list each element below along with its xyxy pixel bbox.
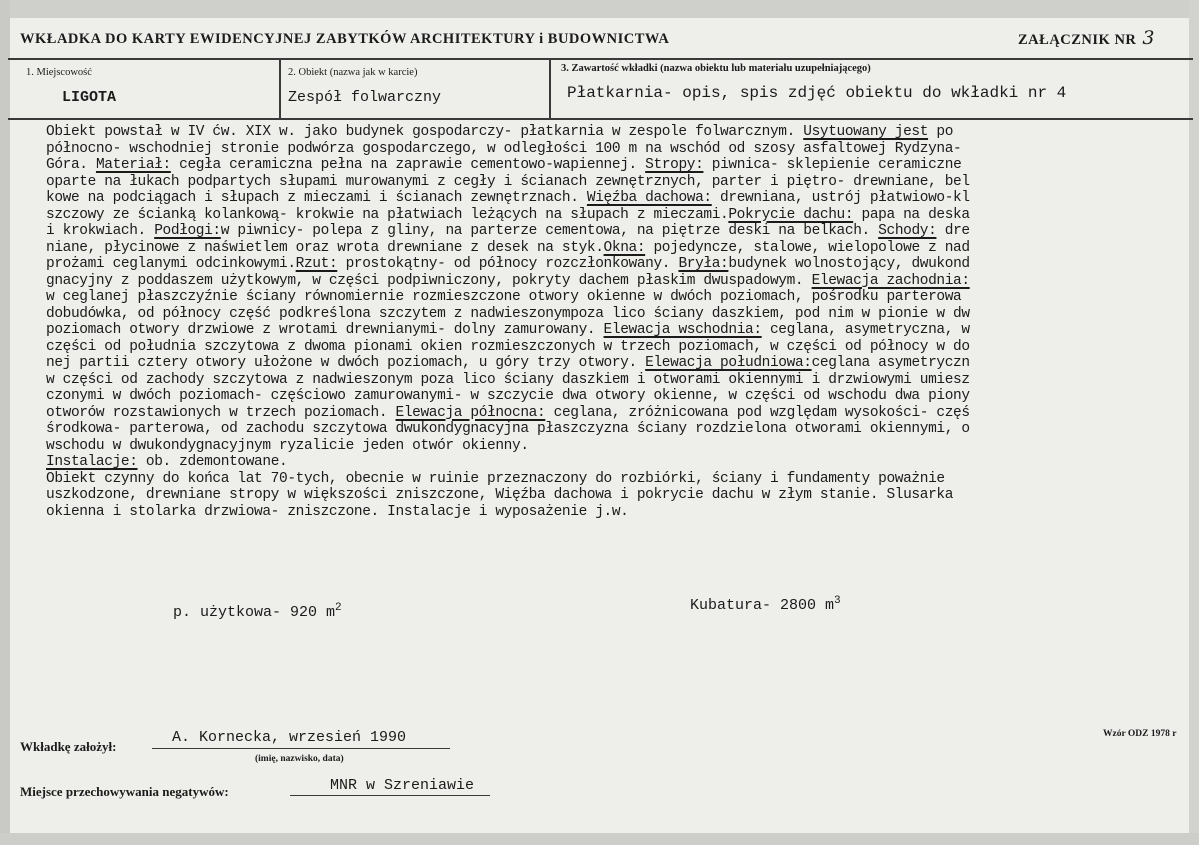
section-heading: Podłogi: [154,223,221,239]
text-line: ceglana, asymetryczna, w [761,322,970,338]
text-line: okienna i stolarka drzwiowa- zniszczone. Instalacje i wyposażenie j.w. [46,503,629,520]
author-label: Wkładkę założył: [20,739,117,754]
text-line: oparte na łukach podpartych słupami murowanymi z cegły i ścianach zewnętrznych, parter i piętro- drewniane, bel [46,173,970,190]
volume-text: Kubatura- 2800 m [690,597,835,614]
attachment-label: ZAŁĄCZNIK NR [1018,32,1137,48]
section-heading: Instalacje: [46,454,138,470]
locality-value: LIGOTA [62,89,117,106]
text-line: w piwnicy- polepa z gliny, na parterze cementowa, na piętrze deski na belkach. [220,223,879,239]
attachment-number-block [1018,27,1155,49]
text-line: piwnica- sklepienie ceramiczne [703,157,962,173]
content-label: 3. Zawartość wkładki (nazwa obiektu lub materiału uzupełniającego) [561,63,871,74]
text-line: budynek wolnostojący, dwukond [728,256,970,272]
text-line: szczowy ze ścianką kolankową- krokwie na płatwiach leżących na słupach z mieczami. [46,206,729,223]
volume-unit-exponent: 3 [834,595,841,607]
section-heading: Okna: [603,239,646,256]
section-heading: Elewacja wschodnia: [603,322,762,338]
scan-edge-left [0,0,10,845]
fields-divider [8,118,1193,120]
form-code: Wzór ODZ 1978 r [1103,729,1177,739]
text-line: Obiekt czynny do końca lat 70-tych, obecnie w ruinie przeznaczony do rozbiórki, ściany i fundamenty poważnie [46,470,945,487]
section-heading: Pokrycie dachu: [728,206,854,223]
section-heading: Schody: [878,223,937,239]
text-line: części od południa szczytowa z dwoma pionami okien rozmieszczonych w trzech poziomach, w części od północy w do [46,338,970,355]
text-line: pojedyncze, stalowe, wielopolowe z nad [645,239,970,256]
text-line: drewniana, ustrój płatwiowo-kl [711,190,970,206]
usable-area-text: p. użytkowa- 920 m [173,604,336,621]
section-heading: Elewacja południowa: [645,355,812,371]
text-line: ceglana, zróżnicowana pod względam wysokości- częś [545,404,970,421]
text-line: czonymi w dwóch poziomach- częściowo zamurowanymi- w szczycie dwa otwory okienne, w części od wschodu dwa piony [46,388,970,404]
form-title: WKŁADKA DO KARTY EWIDENCYJNEJ ZABYTKÓW ARCHITEKTURY i BUDOWNICTWA [20,31,670,47]
text-line: otworów rozstawionych w trzech poziomach. [46,404,396,421]
text-line: prostokątny- od północy rozczłonkowany. [337,256,679,272]
text-line: uszkodzone, drewniane stropy w większości zniszczone, Więźba dachowa i pokrycie dachu w złym stanie. Slusarka [46,487,954,503]
storage-label: Miejsce przechowywania negatywów: [20,784,229,799]
object-label: 2. Obiekt (nazwa jak w karcie) [288,67,418,78]
text-line: gnacyjny z poddaszem użytkowym, w części podpiwniczony, pokryty dachem płaskim dwuspadowym. [46,272,812,289]
section-heading: Stropy: [645,157,704,173]
text-line: cegła ceramiczna pełna na zaprawie cementowo-wapiennej. [170,157,646,173]
text-line: ceglana asymetryczn [811,355,970,371]
attachment-number: 3 [1142,27,1155,49]
author-hint: (imię, nazwisko, data) [255,754,344,764]
text-line: nej partii cztery otwory ułożone w dwóch poziomach, u góry trzy otwory. [46,355,646,371]
content-value: Płatkarnia- opis, spis zdjęć obiektu do wkładki nr 4 [567,84,1067,102]
text-line: Góra. [46,157,96,173]
description-text [46,124,1196,520]
text-line: kowe na podciągach i słupach z mieczami i ścianach zewnętrznach. [46,190,587,206]
section-heading: Elewacja północna: [395,404,546,421]
usable-area-unit-exponent: 2 [335,602,342,614]
text-line: północno- wschodniej stronie podwórza gospodarczego, w odległości 100 m na wschód od szosy asfaltowej Rydzyna- [46,140,962,157]
text-line: ob. zdemontowane. [137,454,288,470]
object-value: Zespół folwarczny [288,89,442,106]
text-line: w ceglanej płaszczyźnie ściany równomiernie rozmieszczone otwory okienne w dwóch poziomach, pośrodku parterowa [46,289,962,305]
locality-label: 1. Miejscowość [26,67,92,78]
scan-edge-bottom [0,833,1199,845]
storage-underline [290,795,490,796]
text-line: środkowa- parterowa, od zachodu szczytowa dwukondygnacyjna płaszczyzna ściany rozdzielona otworami okiennymi, o [46,421,970,437]
volume [690,595,841,614]
section-heading: Więźba dachowa: [586,190,712,206]
text-line: dobudówka, od północy część podkreślona szczytem z nadwieszonympoza lico ściany daszkiem, pod nim w pionie w dw [46,305,970,322]
text-line: wschodu w dwukondygnacyjnym ryzalicie jeden otwór okienny. [46,437,529,454]
section-heading: Materiał: [95,157,171,173]
field-separator-1 [279,58,281,119]
section-heading: Usytuowany jest [803,124,929,140]
section-heading: Elewacja zachodnia: [811,272,970,289]
section-heading: Rzut: [295,256,338,272]
text-line: dre [936,223,970,239]
header-divider [8,58,1193,60]
text-line: prożami ceglanymi odcinkowymi. [46,256,296,272]
author-underline [152,748,450,749]
field-separator-2 [549,58,551,119]
text-line: poziomach otwory drzwiowe z wrotami drewnianymi- dolny zamurowany. [46,322,604,338]
text-line: niane, płycinowe z naświetlem oraz wrota drewniane z desek na styk. [46,239,604,256]
text-line: w części od zachody szczytowa z nadwieszonym poza lico ściany daszkiem i otworami okiennymi i drzwiowymi umiesz [46,371,970,388]
section-heading: Bryła: [678,256,729,272]
scan-edge-top [0,0,1199,18]
text-line: papa na deska [853,206,970,223]
text-line: Obiekt powstał w IV ćw. XIX w. jako budynek gospodarczy- płatkarnia w zespole folwarcznym. [46,124,804,140]
storage-value: MNR w Szreniawie [330,777,475,794]
text-line: po [928,124,954,140]
usable-area [173,602,342,621]
text-line: i krokwiach. [46,223,155,239]
author-value: A. Kornecka, wrzesień 1990 [172,729,407,746]
